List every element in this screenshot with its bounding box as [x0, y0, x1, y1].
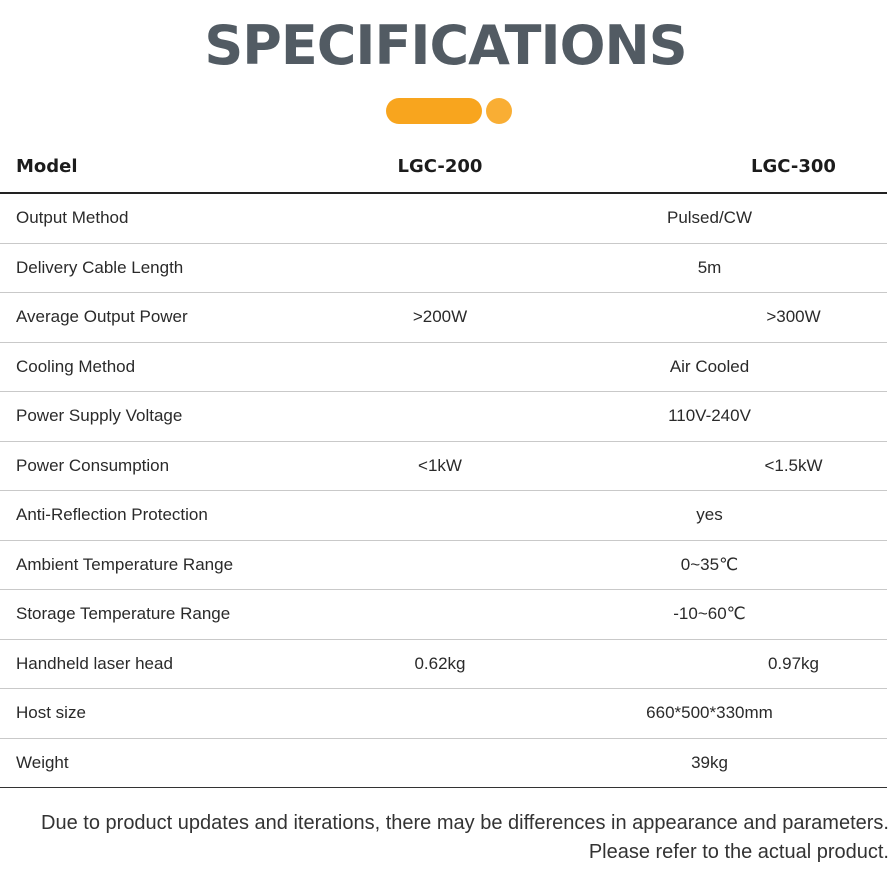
table-row — [0, 392, 887, 442]
spec-value-lgc-200: <1kW — [350, 441, 530, 491]
spec-label: Host size — [0, 689, 350, 739]
spec-value-shared: Air Cooled — [350, 342, 887, 392]
spec-label: Storage Temperature Range — [0, 590, 350, 640]
table-header-row — [0, 141, 887, 193]
disclaimer-line-2: Please refer to the actual product. — [588, 841, 889, 863]
spec-label: Output Method — [0, 193, 350, 243]
spec-label: Anti-Reflection Protection — [0, 491, 350, 541]
spec-value-lgc-300: >300W — [700, 293, 887, 343]
specifications-table — [0, 141, 887, 788]
disclaimer-footnote — [41, 809, 889, 867]
spec-spacer — [530, 293, 700, 343]
spec-label: Power Supply Voltage — [0, 392, 350, 442]
spec-value-shared: -10~60℃ — [350, 590, 887, 640]
table-row — [0, 441, 887, 491]
spec-label: Average Output Power — [0, 293, 350, 343]
table-row — [0, 738, 887, 788]
spec-value-lgc-200: 0.62kg — [350, 639, 530, 689]
table-row — [0, 243, 887, 293]
spec-spacer — [530, 441, 700, 491]
spec-label: Ambient Temperature Range — [0, 540, 350, 590]
table-body — [0, 193, 887, 788]
decorative-pill — [386, 98, 482, 124]
spec-label: Cooling Method — [0, 342, 350, 392]
table-row — [0, 639, 887, 689]
spec-value-shared: Pulsed/CW — [350, 193, 887, 243]
spec-label: Weight — [0, 738, 350, 788]
header-model: Model — [0, 141, 350, 193]
table-row — [0, 540, 887, 590]
header-spacer — [530, 141, 700, 193]
table-row — [0, 342, 887, 392]
spec-value-lgc-300: 0.97kg — [700, 639, 887, 689]
spec-value-lgc-200: >200W — [350, 293, 530, 343]
page-title: SPECIFICATIONS — [204, 14, 687, 77]
spec-spacer — [530, 639, 700, 689]
spec-value-lgc-300: <1.5kW — [700, 441, 887, 491]
decorative-dot — [486, 98, 512, 124]
spec-value-shared: 660*500*330mm — [350, 689, 887, 739]
table-row — [0, 689, 887, 739]
spec-label: Delivery Cable Length — [0, 243, 350, 293]
table-row — [0, 193, 887, 243]
spec-value-shared: 39kg — [350, 738, 887, 788]
table-row — [0, 293, 887, 343]
spec-value-shared: 5m — [350, 243, 887, 293]
disclaimer-line-1: Due to product updates and iterations, there may be differences in appearance and parameters. — [41, 812, 889, 834]
table-row — [0, 590, 887, 640]
header-lgc-200: LGC-200 — [350, 141, 530, 193]
spec-value-shared: 110V-240V — [350, 392, 887, 442]
header-lgc-300: LGC-300 — [700, 141, 887, 193]
table-row — [0, 491, 887, 541]
spec-label: Power Consumption — [0, 441, 350, 491]
spec-label: Handheld laser head — [0, 639, 350, 689]
spec-value-shared: 0~35℃ — [350, 540, 887, 590]
spec-value-shared: yes — [350, 491, 887, 541]
